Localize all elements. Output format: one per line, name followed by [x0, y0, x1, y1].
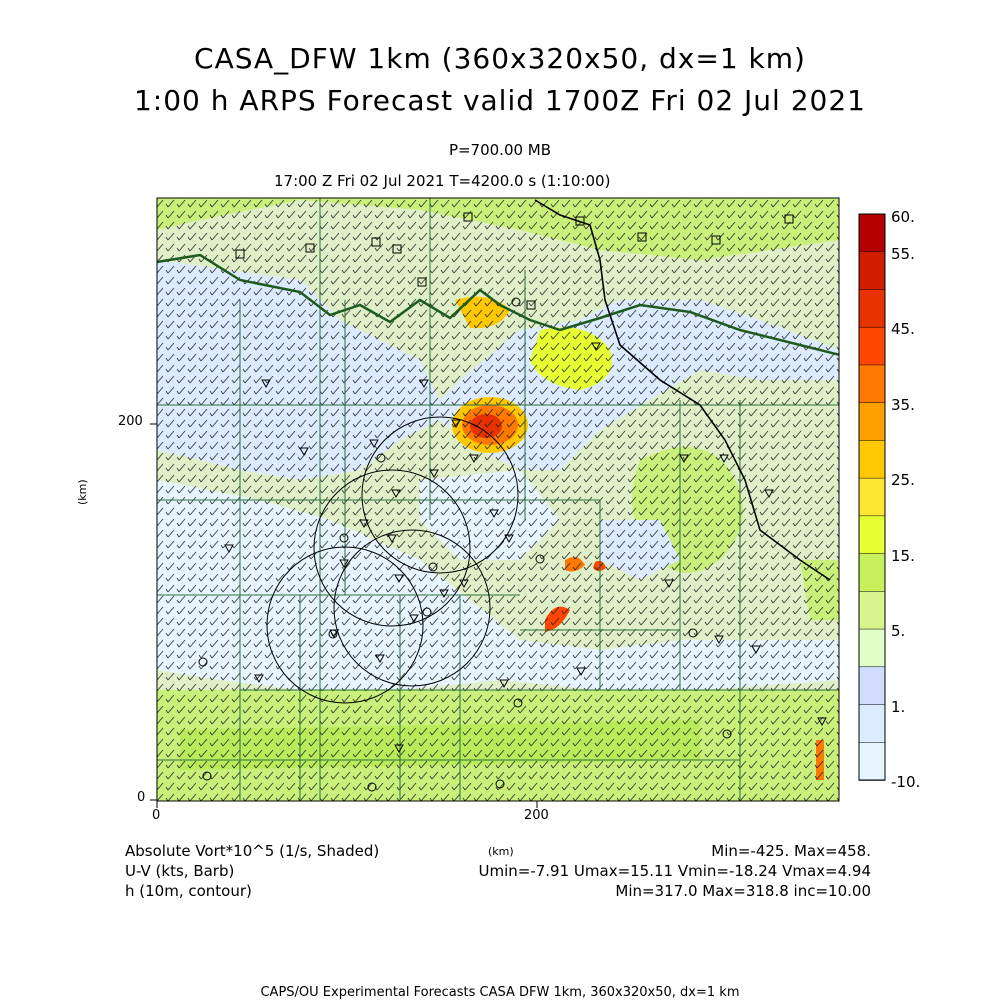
pressure-level: P=700.00 MB [448, 141, 552, 159]
colorbar-swatch [859, 591, 885, 629]
colorbar-swatch [859, 289, 885, 327]
title-line-1: CASA_DFW 1km (360x320x50, dx=1 km) [194, 42, 806, 75]
x-axis-label: (km) [488, 845, 514, 858]
legend-field1: Absolute Vort*10^5 (1/s, Shaded) [125, 842, 380, 860]
legend-field1-stats: Min=-425. Max=458. [711, 842, 871, 860]
colorbar-label: 55. [891, 245, 915, 263]
y-tick-200: 200 [118, 414, 143, 429]
colorbar-swatch [859, 252, 885, 290]
legend-field2: U-V (kts, Barb) [125, 862, 235, 880]
title-line-2: 1:00 h ARPS Forecast valid 1700Z Fri 02 Jul 2021 [133, 84, 866, 117]
colorbar-swatch [859, 327, 885, 365]
colorbar-swatch [859, 365, 885, 403]
colorbar-swatch [859, 516, 885, 554]
valid-time: 17:00 Z Fri 02 Jul 2021 T=4200.0 s (1:10:00) [274, 172, 611, 190]
colorbar-label: -10. [891, 773, 921, 791]
colorbar-swatch [859, 403, 885, 441]
colorbar-label: 15. [891, 547, 915, 565]
colorbar-swatch [859, 742, 885, 780]
y-tick-0: 0 [137, 790, 146, 805]
colorbar-label: 60. [891, 208, 915, 226]
colorbar-swatch [859, 478, 885, 516]
colorbar-label: 45. [891, 320, 915, 338]
legend-field3: h (10m, contour) [125, 882, 252, 900]
plot-area [157, 198, 840, 801]
colorbar-swatch [859, 629, 885, 667]
colorbar-swatch [859, 214, 885, 252]
x-tick-0: 0 [152, 808, 161, 823]
colorbar [859, 214, 885, 781]
colorbar-label: 25. [891, 471, 915, 489]
footer-credit: CAPS/OU Experimental Forecasts CASA DFW 1km, 360x320x50, dx=1 km [260, 985, 740, 1000]
legend-field2-stats: Umin=-7.91 Umax=15.11 Vmin=-18.24 Vmax=4.94 [478, 862, 871, 880]
colorbar-label: 5. [891, 622, 906, 640]
colorbar-swatch [859, 667, 885, 705]
y-axis-label: (km) [76, 479, 89, 505]
colorbar-swatch [859, 705, 885, 743]
colorbar-label: 35. [891, 396, 915, 414]
x-tick-200: 200 [524, 808, 549, 823]
colorbar-label: 1. [891, 698, 906, 716]
colorbar-swatch [859, 554, 885, 592]
colorbar-swatch [859, 440, 885, 478]
legend-field3-stats: Min=317.0 Max=318.8 inc=10.00 [615, 882, 871, 900]
